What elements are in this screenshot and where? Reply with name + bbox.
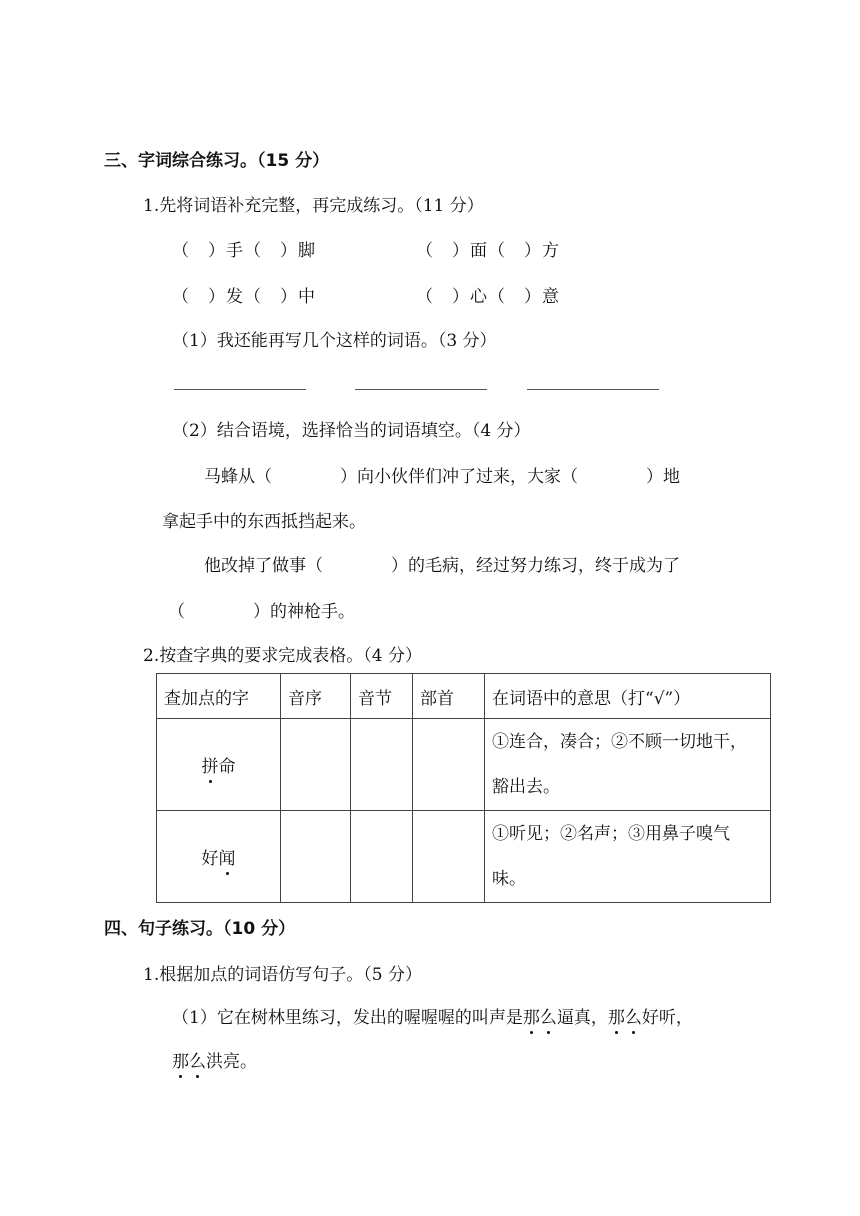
table-header-row bbox=[157, 674, 771, 719]
table-row bbox=[157, 719, 771, 811]
radical-cell[interactable] bbox=[413, 719, 485, 811]
sentence-text: 洪亮。 bbox=[206, 1052, 257, 1072]
idiom-3: （ ）发（ ）中 bbox=[172, 287, 316, 307]
answer-line-3[interactable] bbox=[527, 389, 659, 390]
idiom-1: （ ）手（ ）脚 bbox=[172, 241, 316, 261]
paragraph-2-line-1: 他改掉了做事（ ）的毛病，经过努力练习，终于成为了 bbox=[204, 556, 680, 576]
word-char: 命 bbox=[218, 757, 236, 777]
meaning-cell[interactable]: ①连合，凑合；②不顾一切地干，豁出去。 bbox=[485, 719, 771, 811]
dotted-char: 那 bbox=[608, 1003, 625, 1028]
dotted-char: 么 bbox=[189, 1047, 206, 1072]
header-syllable: 音节 bbox=[351, 674, 413, 719]
idiom-2: （ ）面（ ）方 bbox=[416, 241, 560, 261]
answer-line-2[interactable] bbox=[355, 389, 487, 390]
paragraph-1-line-1: 马蜂从（ ）向小伙伴们冲了过来，大家（ ）地 bbox=[204, 467, 680, 487]
initial-cell[interactable] bbox=[281, 811, 351, 903]
radical-cell[interactable] bbox=[413, 811, 485, 903]
sentence-text: 好听， bbox=[641, 1008, 693, 1028]
section-4-title: 四、句子练习。（10 分） bbox=[104, 919, 296, 939]
dotted-word bbox=[608, 1008, 642, 1028]
dotted-char: 那 bbox=[523, 1003, 540, 1028]
paragraph-1-line-2: 拿起手中的东西抵挡起来。 bbox=[162, 512, 366, 532]
idiom-4: （ ）心（ ）意 bbox=[416, 287, 560, 307]
sentence-line-2 bbox=[172, 1047, 257, 1072]
header-radical: 部首 bbox=[413, 674, 485, 719]
section-3-title: 三、字词综合练习。（15 分） bbox=[104, 151, 330, 171]
syllable-cell[interactable] bbox=[351, 719, 413, 811]
dotted-char: 么 bbox=[625, 1003, 642, 1028]
syllable-cell[interactable] bbox=[351, 811, 413, 903]
dotted-word bbox=[172, 1052, 206, 1072]
word-cell bbox=[157, 719, 281, 811]
sentence-line-1 bbox=[172, 1003, 693, 1028]
word-cell bbox=[157, 811, 281, 903]
table-row bbox=[157, 811, 771, 903]
header-meaning: 在词语中的意思（打“√”） bbox=[485, 674, 771, 719]
dotted-char: 拼 bbox=[202, 752, 219, 777]
section-4-question-1-title: 1.根据加点的词语仿写句子。（5 分） bbox=[143, 965, 422, 985]
dotted-char: 么 bbox=[540, 1003, 557, 1028]
initial-cell[interactable] bbox=[281, 719, 351, 811]
question-2-title: 2.按查字典的要求完成表格。（4 分） bbox=[143, 646, 422, 666]
meaning-cell[interactable]: ①听见；②名声；③用鼻子嗅气味。 bbox=[485, 811, 771, 903]
header-word: 查加点的字 bbox=[157, 674, 281, 719]
subquestion-1: （1）我还能再写几个这样的词语。（3 分） bbox=[172, 331, 497, 351]
dotted-char: 那 bbox=[172, 1047, 189, 1072]
answer-line-1[interactable] bbox=[174, 389, 306, 390]
paragraph-2-line-2: （ ）的神枪手。 bbox=[168, 602, 355, 622]
word-char: 好 bbox=[201, 849, 219, 869]
sentence-text: 逼真， bbox=[556, 1008, 608, 1028]
dictionary-table bbox=[156, 673, 771, 903]
subquestion-2: （2）结合语境，选择恰当的词语填空。（4 分） bbox=[172, 421, 531, 441]
header-initial: 音序 bbox=[281, 674, 351, 719]
sentence-text: （1）它在树林里练习，发出的喔喔喔的叫声是 bbox=[172, 1008, 523, 1028]
question-1-title: 1.先将词语补充完整，再完成练习。（11 分） bbox=[143, 196, 484, 216]
dotted-word bbox=[523, 1008, 557, 1028]
dotted-char: 闻 bbox=[219, 844, 236, 869]
